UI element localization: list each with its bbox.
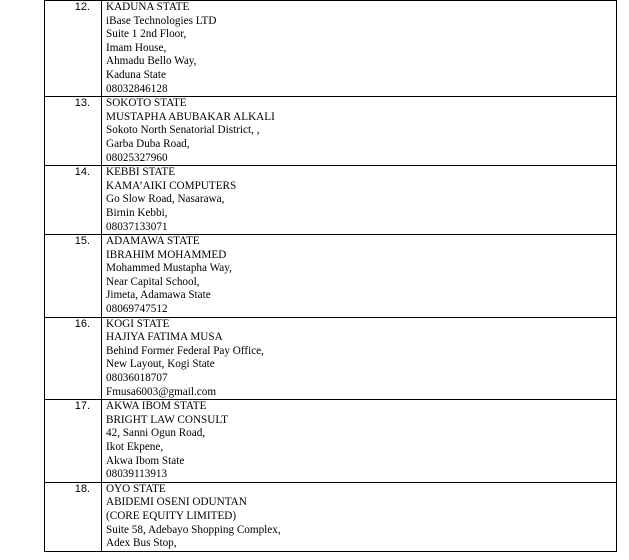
table-row <box>45 317 617 400</box>
entry-phone: 08032846128 <box>106 82 168 95</box>
entry-line: (CORE EQUITY LIMITED) <box>106 509 237 522</box>
entry-line: Akwa Ibom State <box>106 454 185 467</box>
entry-details <box>102 166 617 235</box>
entry-phone: 08025327960 <box>106 151 168 164</box>
entry-details <box>102 1 617 97</box>
entry-number: 12. <box>45 1 102 97</box>
entry-line: New Layout, Kogi State <box>106 358 215 371</box>
entry-line: ABIDEMI OSENI ODUNTAN <box>106 496 247 509</box>
entry-line: HAJIYA FATIMA MUSA <box>106 331 223 344</box>
entry-line: Behind Former Federal Pay Office, <box>106 344 264 357</box>
entry-number: 16. <box>45 317 102 400</box>
entry-state: ADAMAWA STATE <box>106 235 200 248</box>
table-row <box>45 235 617 318</box>
entry-phone: 08037133071 <box>106 220 168 233</box>
entry-line: BRIGHT LAW CONSULT <box>106 413 228 426</box>
entry-phone: 08069747512 <box>106 303 168 316</box>
vendor-listing-table <box>44 0 617 552</box>
entry-line: Suite 58, Adebayo Shopping Complex, <box>106 523 281 536</box>
table-row <box>45 482 617 551</box>
entry-line: Near Capital School, <box>106 275 200 288</box>
entry-line: Suite 1 2nd Floor, <box>106 28 187 41</box>
entry-number: 18. <box>45 482 102 551</box>
entry-line: Jimeta, Adamawa State <box>106 289 211 302</box>
entry-number: 17. <box>45 400 102 483</box>
entry-line: Ikot Ekpene, <box>106 441 164 453</box>
entry-line: MUSTAPHA ABUBAKAR ALKALI <box>106 110 275 123</box>
entry-line: Birnin Kebbi, <box>106 206 168 219</box>
entry-phone: 08036018707 <box>106 372 168 385</box>
table-row <box>45 166 617 235</box>
table-row <box>45 97 617 166</box>
entry-state: KEBBI STATE <box>106 166 176 179</box>
entry-state: KADUNA STATE <box>106 1 190 13</box>
entry-details <box>102 317 617 400</box>
entry-number: 14. <box>45 166 102 235</box>
entry-phone: 08039113913 <box>106 468 168 481</box>
entry-line: Kaduna State <box>106 68 166 81</box>
table-row <box>45 400 617 483</box>
entry-number: 13. <box>45 97 102 166</box>
entry-details <box>102 400 617 483</box>
entry-state: KOGI STATE <box>106 317 170 330</box>
entry-line: Garba Duba Road, <box>106 137 190 150</box>
table-row <box>45 1 617 97</box>
entry-details <box>102 97 617 166</box>
entry-line: iBase Technologies LTD <box>106 14 217 27</box>
entry-line: Adex Bus Stop, <box>106 537 177 550</box>
entry-state: OYO STATE <box>106 482 166 495</box>
entry-line: Mohammed Mustapha Way, <box>106 262 232 275</box>
entry-state: SOKOTO STATE <box>106 97 187 110</box>
entry-line: 42, Sanni Ogun Road, <box>106 427 206 440</box>
entry-line: IBRAHIM MOHAMMED <box>106 248 227 261</box>
entry-details <box>102 482 617 551</box>
entry-line: Go Slow Road, Nasarawa, <box>106 193 225 206</box>
entry-email: Fmusa6003@gmail.com <box>106 385 217 398</box>
entry-line: Ahmadu Bello Way, <box>106 55 197 68</box>
entry-state: AKWA IBOM STATE <box>106 400 207 413</box>
entry-line: KAMA’AIKI COMPUTERS <box>106 179 237 192</box>
entry-line: Sokoto North Senatorial District, , <box>106 124 260 137</box>
entry-number: 15. <box>45 235 102 318</box>
entry-details <box>102 235 617 318</box>
entry-line: Imam House, <box>106 41 167 54</box>
